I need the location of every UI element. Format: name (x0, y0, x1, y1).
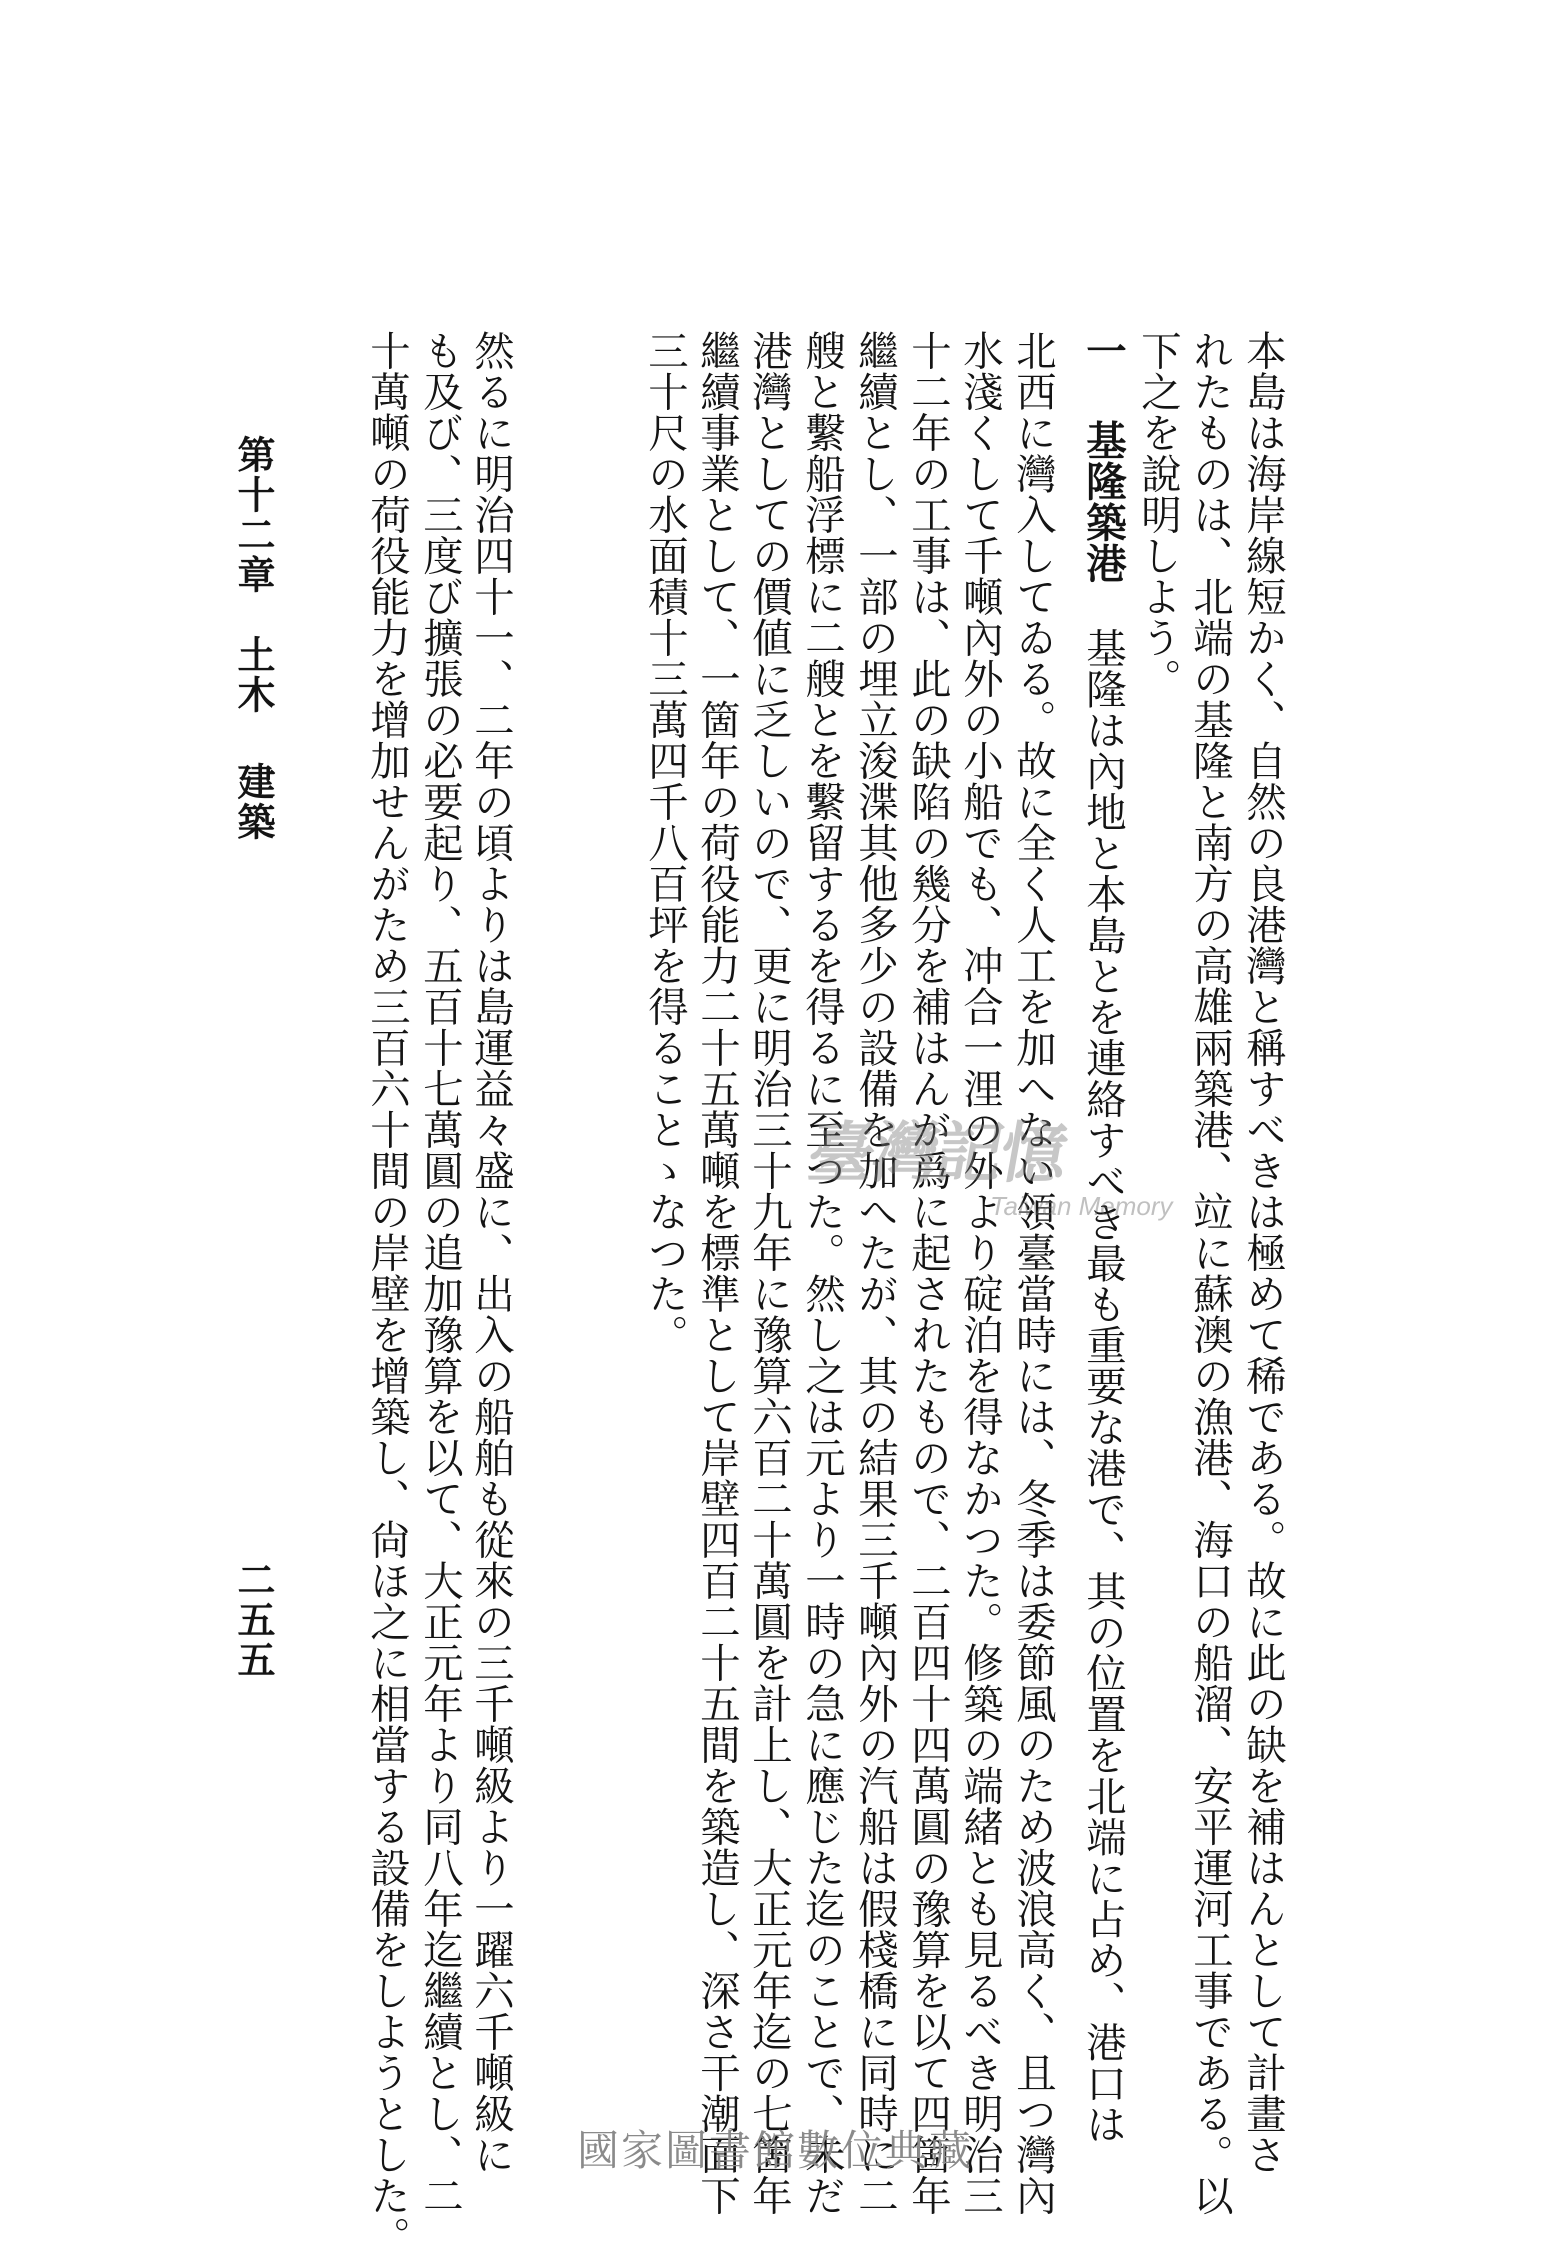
section-line-6: 艘と繫船浮標に二艘とを繫留するを得るに至つた。然し之は元より一時の急に應じた迄のことで、未だ (798, 330, 846, 2216)
section-line-4: 十二年の工事は、此の缺陷の幾分を補はんが爲に起されたもので、二百四十四萬圓の豫算を以て四箇年 (904, 330, 952, 2216)
watermark-logo (802, 1100, 1230, 1250)
library-footer: 國家圖書館數位典藏 (576, 2126, 973, 2175)
section-line-8: 繼續事業として、一箇年の荷役能力二十五萬噸を標準として岸壁四百二十五間を築造し、深さ干潮面下 (693, 330, 741, 2216)
chapter-title: 土木 建築 (231, 635, 276, 842)
intro-line-1: 本島は海岸線短かく、自然の良港灣と稱すべきは極めて稀である。故に此の缺を補はんとして計畫さ (1239, 330, 1287, 2175)
closing-line-1: 然るに明治四十一、二年の頃よりは島運益々盛に、出入の船舶も從來の三千噸級より一躍六千噸級に (467, 330, 515, 2175)
closing-line-3: 十萬噸の荷役能力を增加せんがため三百六十間の岸壁を增築し、尙ほ之に相當する設備をしようとした。 (363, 330, 411, 2257)
section-heading: 一 基隆築港 (1079, 330, 1127, 584)
running-header (228, 435, 278, 842)
page-number: 二五五 (231, 1560, 276, 1680)
watermark-logo-text: 臺灣記憶 (802, 1115, 1072, 1192)
section-line-7: 港灣としての價値に乏しいので、更に明治三十九年に豫算六百二十萬圓を計上し、大正元年迄の七箇年 (745, 330, 793, 2216)
section-line-3: 水淺くして千噸內外の小船でも、冲合一浬の外より碇泊を得なかつた。修築の端緒とも見るべき明治三 (956, 330, 1004, 2216)
header-gap (253, 595, 254, 635)
heading-gap (1103, 584, 1104, 628)
section-line-5: 繼續とし、一部の埋立浚渫其他多少の設備を加へたが、其の結果三千噸內外の汽船は假棧橋に同時に二 (851, 330, 899, 2216)
intro-line-3: 下之を說明しよう。 (1134, 330, 1182, 699)
chapter-label: 第十二章 (231, 435, 276, 595)
section-line-2: 北西に灣入してゐる。故に全く人工を加へない領臺當時には、冬季は委節風のため波浪高く、且つ灣內 (1009, 330, 1057, 2216)
section-line-1-text: 基隆は內地と本島とを連絡すべき最も重要な港で、其の位置を北端に占め、港口は (1079, 627, 1127, 2145)
watermark-subtitle: Taiwan Memory (990, 1191, 1173, 1221)
intro-line-2: れたものは、北端の基隆と南方の高雄兩築港、竝に蘇澳の漁港、海口の船溜、安平運河工事である。以 (1186, 330, 1234, 2216)
section-line-9: 三十尺の水面積十三萬四千八百坪を得ることゝなつた。 (641, 330, 689, 1355)
closing-line-2: も及び、三度び擴張の必要起り、五百十七萬圓の追加豫算を以て、大正元年より同八年迄繼續とし、二 (416, 330, 464, 2216)
